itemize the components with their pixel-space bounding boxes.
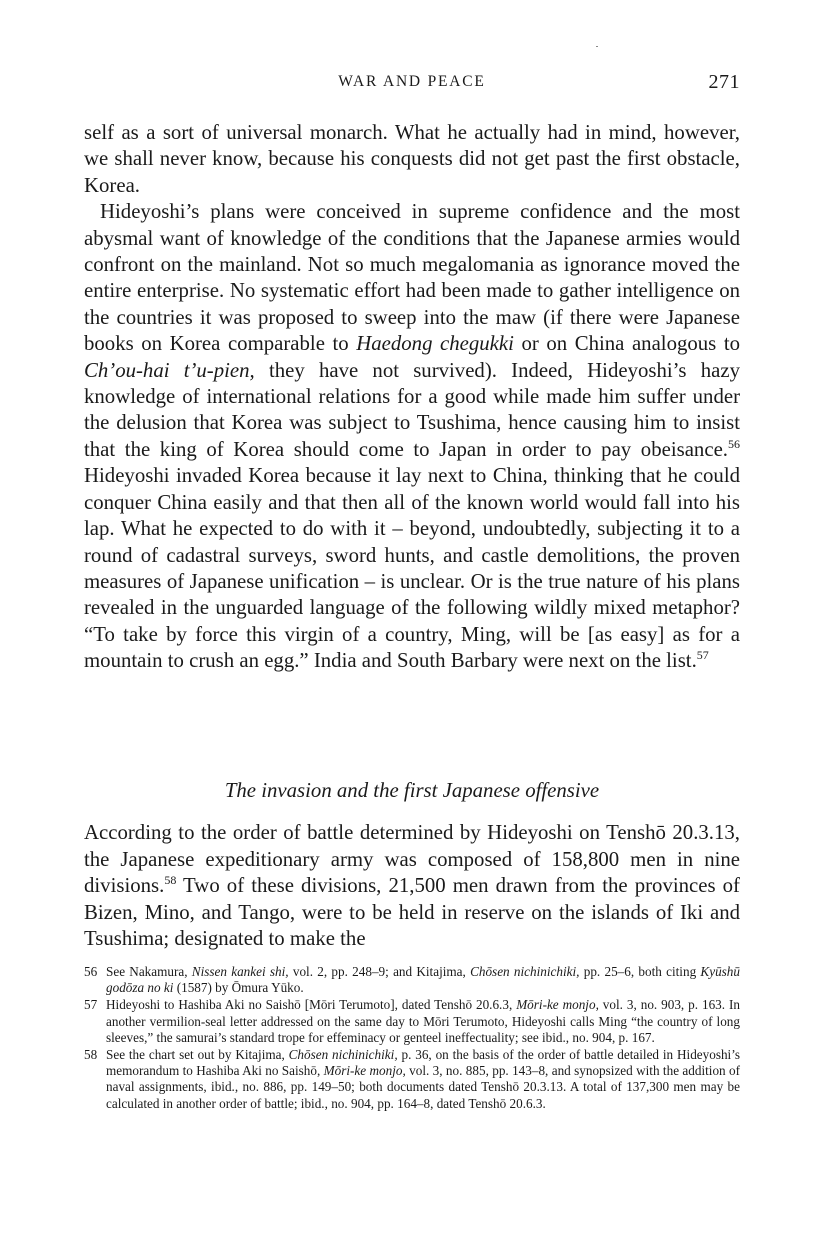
paragraph-2-text-c: or on China analogous to — [513, 332, 741, 356]
running-head-title: WAR AND PEACE — [338, 73, 486, 90]
title-chou-hai-tu-pien: Ch’ou-hai t’u-pien, — [84, 358, 255, 382]
paragraph-3-text-b: Two of these divisions, 21,500 men drawn from the provinces of Bizen, Mino, and Tango, were to be held in reserve on the islands of Iki and Tsushima; designated to make the — [84, 874, 740, 950]
footnote-text: p. 36, on the basis of the order of battle detailed in Hideyoshi’s memorandum to Hashiba Aki no Saishō, — [106, 1047, 741, 1079]
footnote-number: 56 — [84, 964, 98, 979]
section-body — [84, 820, 740, 953]
body-text — [84, 120, 740, 675]
footnote-text: (1587) by Ōmura Yūko. — [173, 980, 304, 996]
paragraph-3-text-a: According to the order of battle determined by Hideyoshi on Tenshō 20.3.13, the Japanese expeditionary army was composed of 158,800 men in nine divisions. — [84, 821, 740, 897]
footnote-text: See Nakamura, — [106, 964, 192, 979]
paragraph-3 — [84, 820, 740, 953]
running-head — [84, 73, 740, 97]
footnote-title: Mōri-ke monjo, — [323, 1063, 406, 1079]
title-haedong-chegukki: Haedong chegukki — [356, 332, 514, 356]
footnote-number: 57 — [84, 997, 98, 1013]
footnote-title: Chōsen nichinichiki, — [470, 964, 580, 979]
footnote-58 — [84, 1047, 740, 1112]
paragraph-1: self as a sort of universal monarch. What he actually had in mind, however, we shall never know, because his conquests did not get past the first obstacle, Korea. — [84, 121, 740, 197]
scan-speck — [596, 46, 598, 47]
footnote-title: Mōri-ke monjo, — [516, 997, 599, 1013]
footnote-ref-58: 58 — [164, 873, 177, 887]
footnote-text: Hideyoshi to Hashiba Aki no Saishō [Mōri Terumoto], dated Tenshō 20.6.3, — [106, 997, 517, 1013]
paragraph-2-text-a: Hideyoshi’s plans were conceived in supreme confidence and the most abysmal want of knowledge of the conditions that the Japanese armies would confront on the mainland. Not so much megalomania as ignorance moved the entire enterprise. No systematic effort had been made to gather intelligence on the countries it was proposed to sweep into the maw (if there were Japanese books on Korea comparable to — [84, 200, 740, 356]
footnote-57 — [84, 997, 740, 1046]
footnote-title: Kyūshū godōza no ki — [106, 964, 740, 996]
footnote-text: See the chart set out by Kitajima, — [106, 1047, 289, 1063]
page-number: 271 — [708, 71, 740, 93]
footnote-ref-57: 57 — [696, 648, 709, 663]
footnotes — [84, 964, 740, 1113]
paragraph-2 — [84, 199, 740, 674]
footnote-title: Nissen kankei shi, — [191, 964, 289, 979]
paragraph-2-text-f: Hideyoshi invaded Korea because it lay next to China, thinking that he could conquer China easily and that then all of the known world would fall into his lap. What he expected to do with it – beyond, undoubtedly, subjecting it to a round of cadastral surveys, sword hunts, and castle demolitions, the proven measures of Japanese unification – is unclear. Or is the true nature of his plans revealed in the unguarded language of the following wildly mixed metaphor? “To take by force this virgin of a country, Ming, will be [as easy] as for a mountain to crush an egg.” India and South Barbary were next on the list. — [84, 464, 740, 673]
footnote-number: 58 — [84, 1047, 98, 1063]
section-heading: The invasion and the first Japanese offensive — [224, 779, 600, 802]
footnote-title: Chōsen nichinichiki, — [288, 1047, 398, 1063]
footnote-ref-56: 56 — [728, 436, 740, 451]
footnote-text: vol. 2, pp. 248–9; and Kitajima, — [288, 964, 471, 979]
footnote-56 — [84, 964, 740, 996]
footnote-text: vol. 3, no. 885, pp. 143–8, and synopsized with the addition of naval assignments, ibid., no. 886, pp. 149–50; both documents dated Tenshō 20.3.13. A total of 137,300 men may be calculated in another order of battle; ibid., no. 904, pp. 164–8, dated Tenshō 20.6.3. — [106, 1063, 740, 1111]
paragraph-2-text-e: they have not survived). Indeed, Hideyoshi’s hazy knowledge of international relations for a good while made him suffer under the delusion that Korea was subject to Tsushima, hence causing him to insist that the king of Korea should come to Japan in order to pay obeisance. — [84, 358, 740, 461]
footnote-text: pp. 25–6, both citing — [579, 964, 701, 979]
footnote-text: vol. 3, no. 903, p. 163. In another vermilion-seal letter addressed on the same day to Mōri Terumoto, Hideyoshi calls Ming “the country of long sleeves,” the samurai’s standard trope for effeminacy or genteel ineffectuality; see ibid., no. 904, p. 167. — [106, 997, 740, 1045]
